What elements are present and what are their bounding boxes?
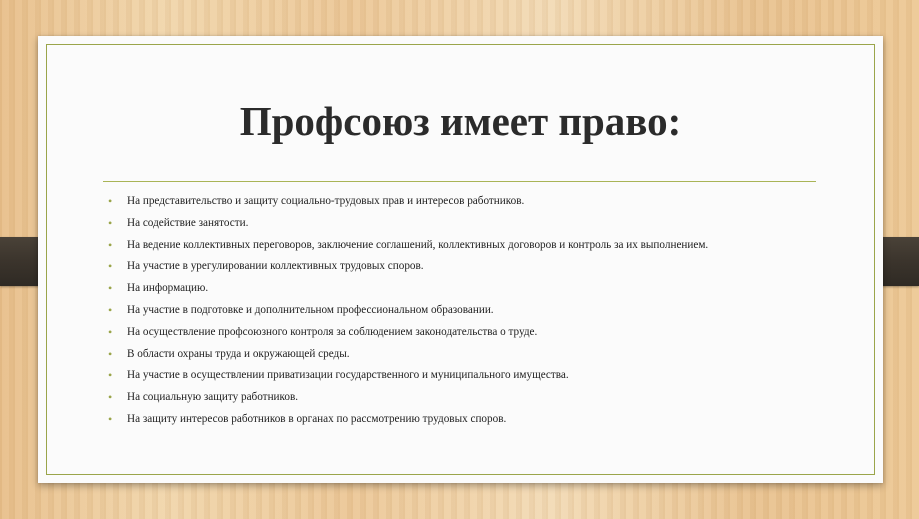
list-item xyxy=(108,191,828,213)
bullet-icon: • xyxy=(108,324,113,339)
bullet-icon: • xyxy=(108,302,113,317)
bullet-icon: • xyxy=(108,281,113,296)
list-item xyxy=(108,235,828,257)
bullet-icon: • xyxy=(108,215,113,230)
slide-title: Профсоюз имеет право: xyxy=(239,98,682,144)
bullet-icon: • xyxy=(108,237,113,252)
bullet-icon: • xyxy=(108,346,113,361)
title-divider xyxy=(103,181,816,182)
list-item xyxy=(108,213,828,235)
list-item xyxy=(108,278,828,300)
bullet-icon: • xyxy=(108,390,113,405)
bullet-icon: • xyxy=(108,259,113,274)
bullet-icon: • xyxy=(108,194,113,208)
list-item-text: На информацию. xyxy=(127,282,209,295)
list-item-text: На участие в урегулировании коллективных трудовых споров. xyxy=(127,260,424,273)
list-item xyxy=(108,409,828,431)
list-item-text: На социальную защиту работников. xyxy=(127,391,299,404)
list-item xyxy=(108,256,828,278)
list-item-text: На содействие занятости. xyxy=(127,216,249,229)
list-item-text: На защиту интересов работников в органах по рассмотрению трудовых споров. xyxy=(127,412,507,425)
list-item xyxy=(108,322,828,344)
slide xyxy=(38,36,883,483)
list-item xyxy=(108,387,828,409)
list-item-text: На участие в подготовке и дополнительном профессиональном образовании. xyxy=(127,303,494,316)
list-item-text: На представительство и защиту социально-трудовых прав и интересов работников. xyxy=(127,195,525,207)
list-item-text: На осуществление профсоюзного контроля за соблюдением законодательства о труде. xyxy=(127,325,538,338)
list-item-text: На ведение коллективных переговоров, заключение соглашений, коллективных договоров и контроль за их выполнением. xyxy=(127,238,709,251)
list-item xyxy=(108,365,828,387)
bullet-icon: • xyxy=(108,411,113,426)
list-item xyxy=(108,300,828,322)
bullet-icon: • xyxy=(108,368,113,383)
list-item-text: В области охраны труда и окружающей среды. xyxy=(127,347,350,360)
bullet-list xyxy=(108,191,828,431)
list-item xyxy=(108,344,828,366)
list-item-text: На участие в осуществлении приватизации государственного и муниципального имущества. xyxy=(127,369,569,382)
